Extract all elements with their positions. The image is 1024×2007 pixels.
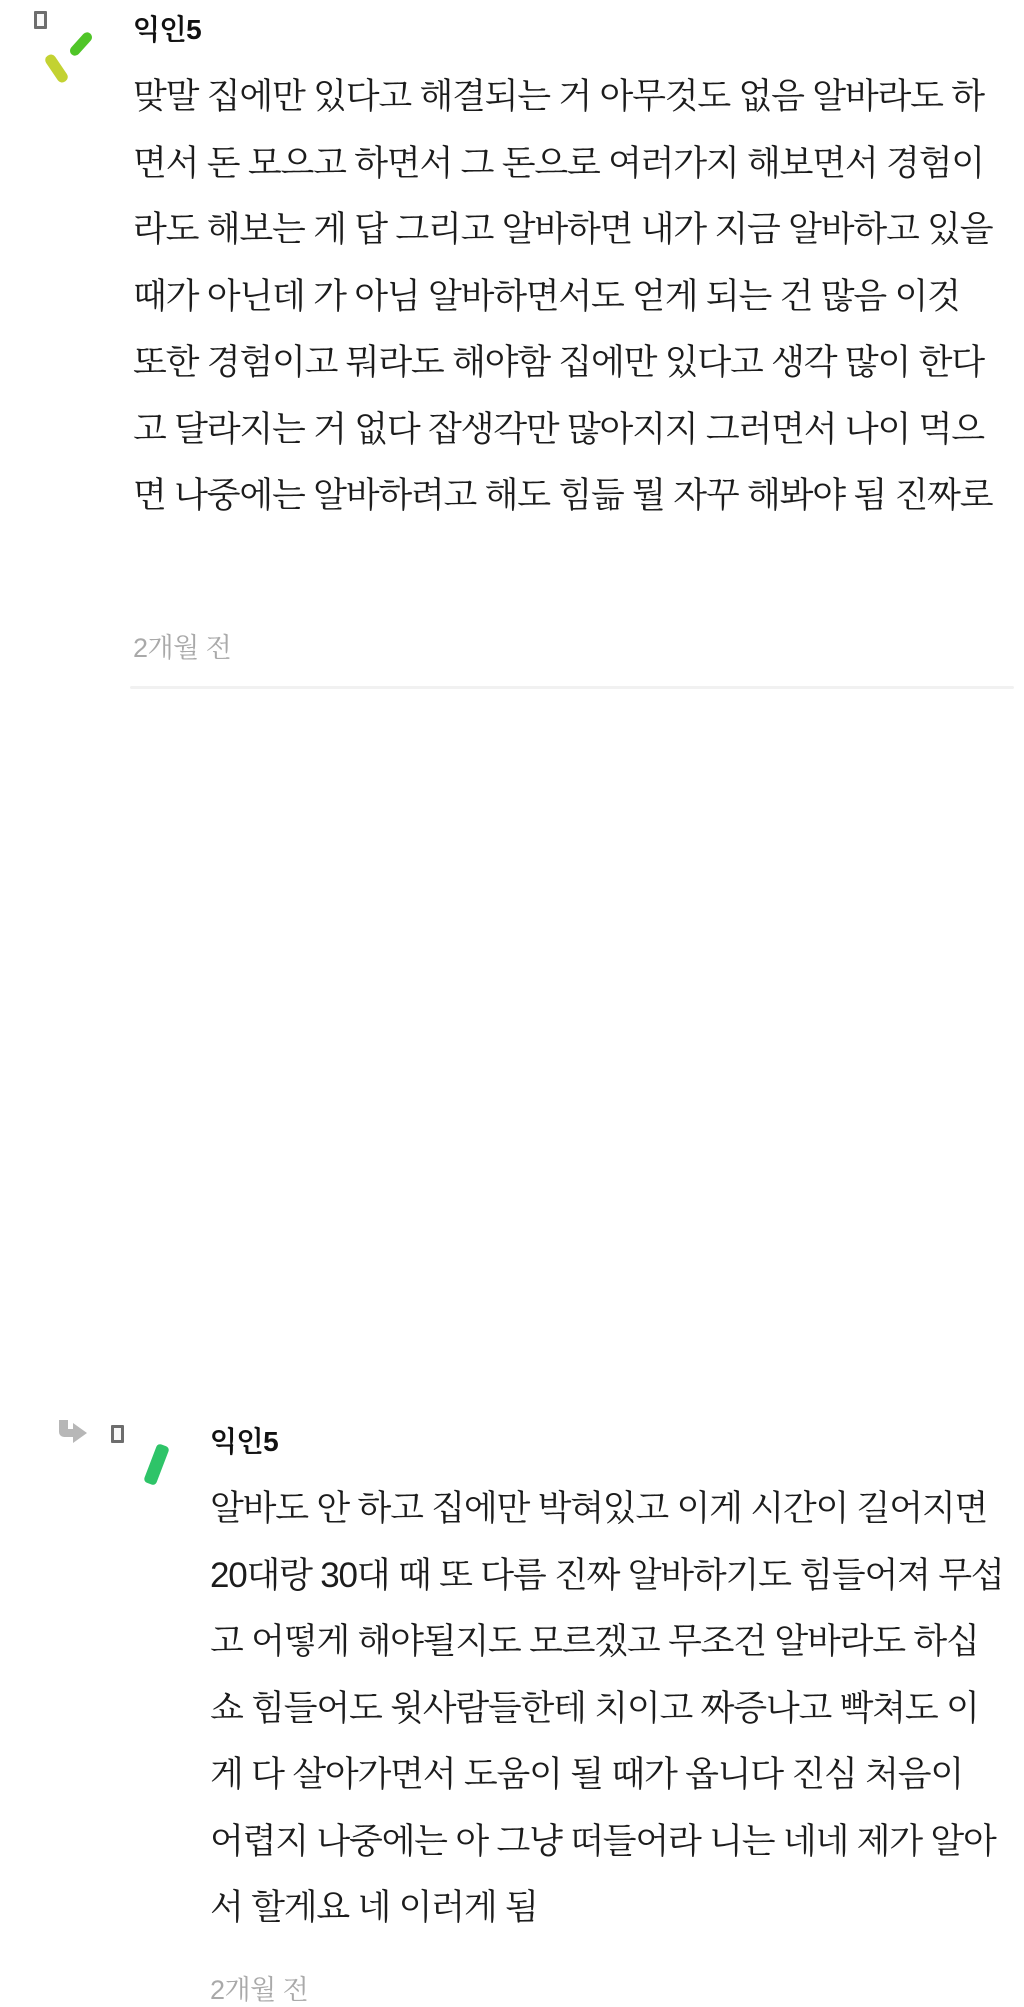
comment-reply-item[interactable]: [0, 689, 1024, 2005]
avatar-bar-green: [68, 30, 94, 57]
avatar: [140, 1439, 176, 1489]
avatar-bar-yellow-green: [43, 53, 69, 85]
missing-glyph-icon: [34, 11, 47, 29]
comment-timestamp: 2개월 전: [133, 633, 232, 663]
comment-author: 익인5: [133, 14, 202, 45]
avatar: [40, 28, 96, 86]
comment-timestamp: 2개월 전: [210, 1975, 309, 2005]
reply-arrow-icon: [52, 1417, 88, 1449]
avatar-bar-emerald: [143, 1443, 170, 1486]
comment-text: 알바도 안 하고 집에만 박혀있고 이게 시간이 길어지면 20대랑 30대 때 또 다름 진짜 알바하기도 힘들어져 무섭고 어떻게 해야될지도 모르겠고 무조건 알바라도 하십쇼 힘들어도 윗사람들한테 치이고 짜증나고 빡쳐도 이게 다 살아가면서 도움이 될 때가 옵니다 진심 처음이 어렵지 나중에는 아 그냥 떠들어라 니는 네네 제가 알아서 할게요 네 이러게 됨: [210, 1489, 1004, 1927]
comment-item[interactable]: [0, 0, 1024, 685]
comment-text: 맞말 집에만 있다고 해결되는 거 아무것도 없음 알바라도 하면서 돈 모으고 하면서 그 돈으로 여러가지 해보면서 경험이라도 해보는 게 답 그리고 알바하면 내가 지금 알바하고 있을 때가 아닌데 가 아님 알바하면서도 얻게 되는 건 많음 이것 또한 경험이고 뭐라도 해야함 집에만 있다고 생각 많이 한다고 달라지는 거 없다 잡생각만 많아지지 그러면서 나이 먹으면 나중에는 알바하려고 해도 힘듦 뭘 자꾸 해봐야 됨 진짜로: [133, 77, 993, 515]
comment-author: 익인5: [210, 1426, 279, 1457]
missing-glyph-icon: [111, 1425, 124, 1443]
